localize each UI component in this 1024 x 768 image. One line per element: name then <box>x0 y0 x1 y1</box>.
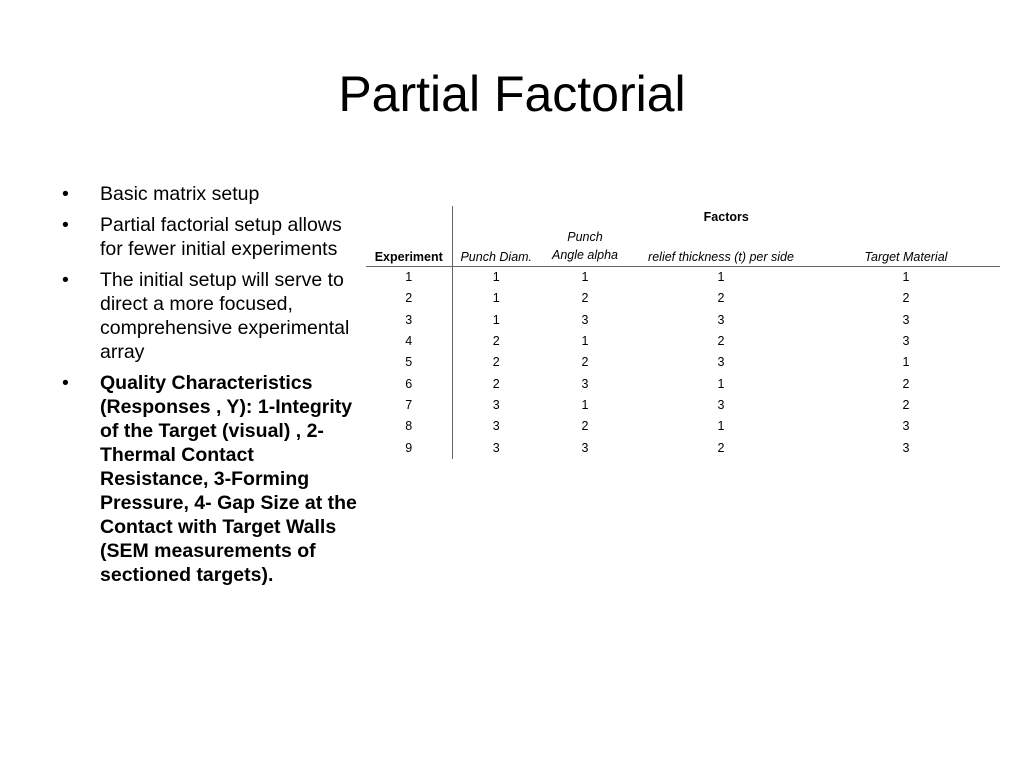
table-cell: 3 <box>902 419 910 434</box>
column-header-experiment: Experiment <box>366 228 452 267</box>
table-cell: 2 <box>717 334 725 349</box>
table-cell: 1 <box>581 397 589 412</box>
table-cell: 1 <box>492 291 500 306</box>
table-cell: 3 <box>902 440 910 455</box>
table-cell: 3 <box>366 310 452 331</box>
table-cell: 3 <box>492 419 500 434</box>
table-cell: 2 <box>581 355 589 370</box>
corner-cell <box>366 206 452 228</box>
column-header-punch-diam: Punch Diam. <box>452 228 540 267</box>
bullet-bold-label: Quality Characteristics (Responses , Y): <box>100 372 313 418</box>
table-cell: 6 <box>366 373 452 394</box>
table-row <box>366 288 1000 309</box>
table-cell: 2 <box>492 376 500 391</box>
table-cell: 2 <box>492 334 500 349</box>
table-cell: 3 <box>717 312 725 327</box>
column-header-row <box>366 228 1000 267</box>
table-cell: 1 <box>717 419 725 434</box>
factors-table <box>366 206 1000 459</box>
table-cell: 2 <box>902 397 910 412</box>
table-cell: 1 <box>581 270 589 285</box>
table-cell: 1 <box>366 267 452 289</box>
table-cell: 2 <box>902 376 910 391</box>
table-cell: 7 <box>366 395 452 416</box>
table-row <box>366 395 1000 416</box>
bullet-body: 1-Integrity of the Target (visual) , 2-Thermal Contact Resistance, 3-Forming Pressure, 4- Gap Size at the Contact with Target Walls (SEM measurements of sectioned targets). <box>100 396 357 586</box>
table-cell: 1 <box>581 334 589 349</box>
bullet-item <box>62 371 362 587</box>
table-row <box>366 310 1000 331</box>
table-cell: 3 <box>717 355 725 370</box>
bullet-item: • The initial setup will serve to direct a more focused, comprehensive experimental array <box>62 268 362 364</box>
table-cell: 1 <box>492 270 500 285</box>
table-cell: 1 <box>902 270 910 285</box>
table-cell: 8 <box>366 416 452 437</box>
bullet-item: • Partial factorial setup allows for fewer initial experiments <box>62 213 362 261</box>
table-row <box>366 437 1000 458</box>
table-cell: 3 <box>581 376 589 391</box>
table-cell: 3 <box>717 397 725 412</box>
table-cell: 2 <box>902 291 910 306</box>
bullet-list <box>62 182 362 594</box>
column-header-target-material: Target Material <box>812 228 1000 267</box>
table-cell: 1 <box>492 312 500 327</box>
table-row <box>366 416 1000 437</box>
table-cell: 3 <box>581 312 589 327</box>
table-cell: 2 <box>717 440 725 455</box>
table-cell: 3 <box>492 440 500 455</box>
table-cell: 3 <box>902 312 910 327</box>
table-row <box>366 267 1000 289</box>
table-cell: 2 <box>492 355 500 370</box>
table-cell: 3 <box>581 440 589 455</box>
table-cell: 9 <box>366 437 452 458</box>
table-row <box>366 331 1000 352</box>
slide-title: Partial Factorial <box>338 66 686 122</box>
table-cell: 3 <box>492 397 500 412</box>
table-cell: 2 <box>366 288 452 309</box>
table-cell: 4 <box>366 331 452 352</box>
bullet-item: • Basic matrix setup <box>62 182 362 206</box>
table-row <box>366 352 1000 373</box>
table-cell: 1 <box>717 376 725 391</box>
table-row <box>366 373 1000 394</box>
factors-table-wrapper <box>366 206 1000 459</box>
table-cell: 1 <box>902 355 910 370</box>
table-cell: 2 <box>717 291 725 306</box>
table-cell: 2 <box>581 419 589 434</box>
column-header-punch-angle: Punch Angle alpha <box>540 228 630 267</box>
table-cell: 5 <box>366 352 452 373</box>
table-cell: 1 <box>717 270 725 285</box>
factors-header: Factors <box>703 210 749 224</box>
table-cell: 2 <box>581 291 589 306</box>
table-body <box>366 267 1000 459</box>
table-cell: 3 <box>902 334 910 349</box>
column-header-relief-thickness: relief thickness (t) per side <box>630 228 812 267</box>
